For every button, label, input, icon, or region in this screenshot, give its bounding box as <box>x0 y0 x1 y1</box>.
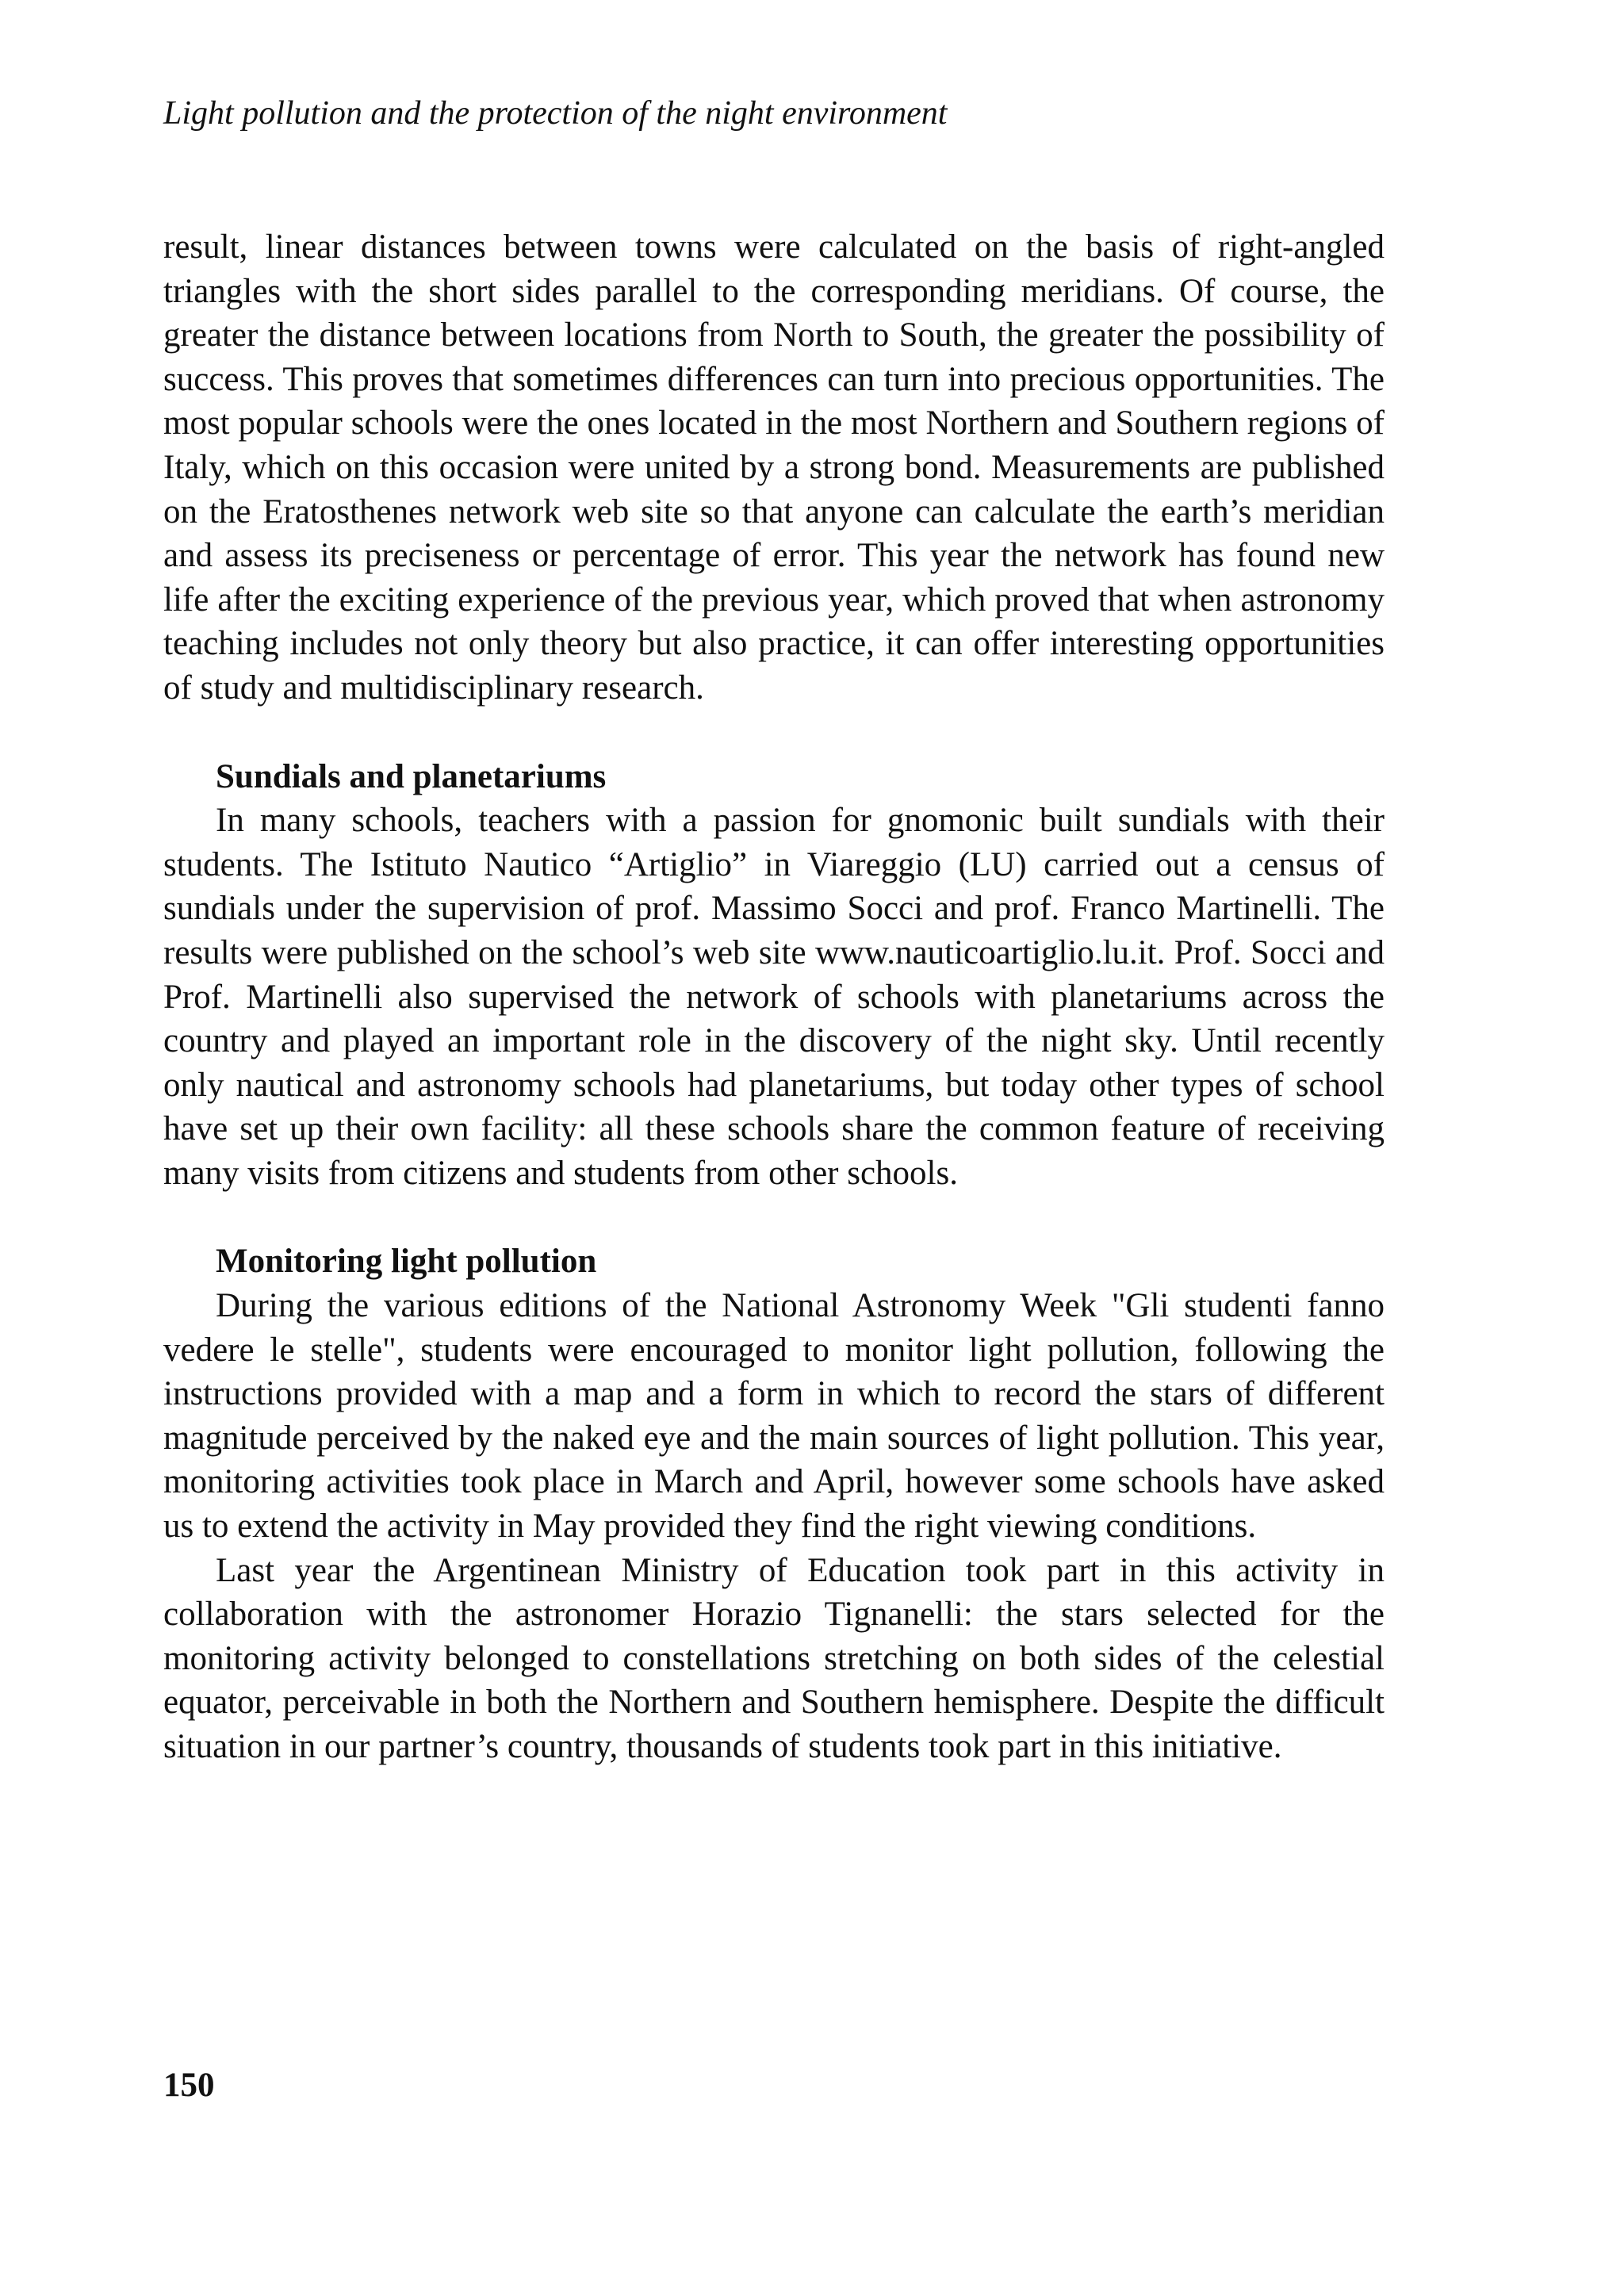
section-heading-monitoring: Monitoring light pollution <box>216 1243 597 1281</box>
section-gap <box>163 1195 1385 1239</box>
page-number: 150 <box>163 2067 215 2104</box>
monitoring-paragraph-2: Last year the Argentinean Ministry of Education took part in this activity in collaboration with the astronomer Horazio Tignanelli: the stars selected for the monitoring activity belonged to constellations stretching on both sides of the celestial equator, perceivable in both the Northern and Southern hemisphere. Despite the difficult situation in our partner’s country, thousands of students took part in this initiative. <box>163 1551 1385 1765</box>
intro-paragraph: result, linear distances between towns were calculated on the basis of right-angled triangles with the short sides parallel to the corresponding meridians. Of course, the greater the distance between locations from North to South, the greater the possibility of success. This proves that sometimes differences can turn into precious opportunities. The most popular schools were the ones located in the most Northern and Southern regions of Italy, which on this occasion were united by a strong bond. Measurements are published on the Eratosthenes network web site so that anyone can calculate the earth’s meridian and assess its preciseness or percentage of error. This year the network has found new life after the exciting experience of the previous year, which proved that when astronomy teaching includes not only theory but also practice, it can offer interesting opportunities of study and multidisciplinary research. <box>163 228 1385 707</box>
section-gap <box>163 711 1385 755</box>
section-heading-sundials: Sundials and planetariums <box>216 757 607 795</box>
sundials-paragraph: In many schools, teachers with a passion for gnomonic built sundials with their students. The Istituto Nautico “Artiglio” in Viareggio (LU) carried out a census of sundials under the supervision of prof. Massimo Socci and prof. Franco Martinelli. The results were published on the school’s web site www.nauticoartiglio.lu.it. Prof. Socci and Prof. Martinelli also supervised the network of schools with planetariums across the country and played an important role in the discovery of the night sky. Until recently only nautical and astronomy schools had planetariums, but today other types of school have set up their own facility: all these schools share the common feature of receiving many visits from citizens and students from other schools. <box>163 802 1385 1192</box>
running-header: Light pollution and the protection of the night environment <box>163 95 948 132</box>
monitoring-paragraph-1: During the various editions of the National Astronomy Week "Gli studenti fanno vedere le stelle", students were encouraged to monitor light pollution, following the instructions provided with a map and a form in which to record the stars of different magnitude perceived by the naked eye and the main sources of light pollution. This year, monitoring activities took place in March and April, however some schools have asked us to extend the activity in May provided they find the right viewing conditions. <box>163 1287 1385 1546</box>
page-body <box>163 225 1385 1769</box>
